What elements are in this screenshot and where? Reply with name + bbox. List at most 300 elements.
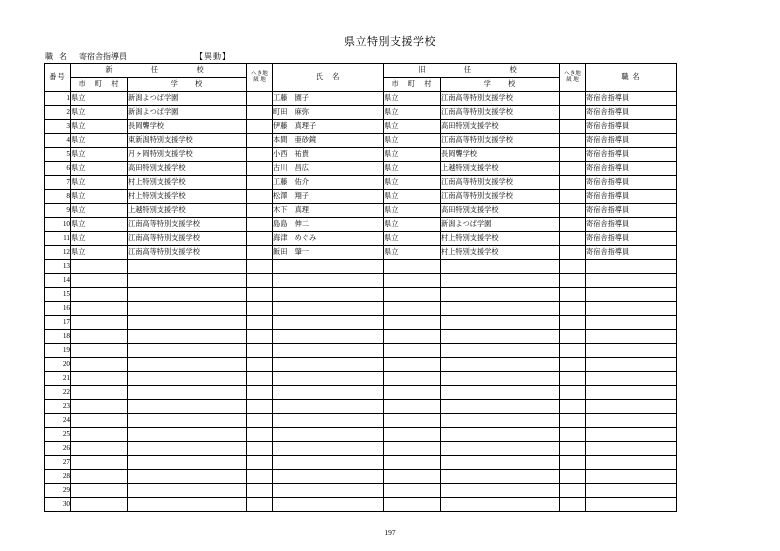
row-number: 6 <box>45 162 71 176</box>
row-job <box>586 316 677 330</box>
table-row <box>45 260 677 274</box>
row-number: 25 <box>45 428 71 442</box>
row-name: 町田 麻弥 <box>273 106 384 120</box>
row-name <box>273 400 384 414</box>
table-row <box>45 372 677 386</box>
row-new-hekichi <box>247 428 273 442</box>
row-old-school: 江南高等特別支援学校 <box>441 106 560 120</box>
row-new-hekichi <box>247 316 273 330</box>
row-new-school <box>128 400 247 414</box>
row-old-hekichi <box>560 344 586 358</box>
row-old-school: 江南高等特別支援学校 <box>441 176 560 190</box>
row-job: 寄宿舎指導員 <box>586 134 677 148</box>
row-new-hekichi <box>247 498 273 512</box>
table-row <box>45 232 677 246</box>
row-old-hekichi <box>560 484 586 498</box>
row-old-city <box>384 316 441 330</box>
row-old-city <box>384 260 441 274</box>
row-old-city: 県立 <box>384 204 441 218</box>
row-name <box>273 386 384 400</box>
row-name <box>273 442 384 456</box>
bracket-close: 】 <box>222 52 231 61</box>
row-name <box>273 498 384 512</box>
row-old-hekichi <box>560 400 586 414</box>
transfer-label: 異動 <box>204 52 222 61</box>
table-row <box>45 456 677 470</box>
row-old-hekichi <box>560 442 586 456</box>
row-old-city <box>384 442 441 456</box>
row-new-hekichi <box>247 92 273 106</box>
table-row <box>45 176 677 190</box>
row-old-hekichi <box>560 204 586 218</box>
row-number: 12 <box>45 246 71 260</box>
row-number: 23 <box>45 400 71 414</box>
row-number: 10 <box>45 218 71 232</box>
row-new-school <box>128 386 247 400</box>
row-new-school <box>128 456 247 470</box>
row-old-hekichi <box>560 274 586 288</box>
row-new-city: 県立 <box>71 162 128 176</box>
table-row <box>45 190 677 204</box>
row-old-school: 上越特別支援学校 <box>441 162 560 176</box>
row-old-city <box>384 330 441 344</box>
row-new-hekichi <box>247 386 273 400</box>
row-name <box>273 344 384 358</box>
row-new-city <box>71 302 128 316</box>
row-name: 工藤 佑介 <box>273 176 384 190</box>
row-new-hekichi <box>247 246 273 260</box>
row-old-city <box>384 274 441 288</box>
row-new-school <box>128 428 247 442</box>
row-old-city: 県立 <box>384 92 441 106</box>
header-number: 番号 <box>45 64 71 92</box>
row-old-school: 新潟よつば学園 <box>441 218 560 232</box>
row-old-hekichi <box>560 428 586 442</box>
row-name <box>273 470 384 484</box>
row-new-hekichi <box>247 414 273 428</box>
row-old-school <box>441 302 560 316</box>
row-new-city <box>71 358 128 372</box>
job-value: 寄宿舎指導員 <box>79 52 127 61</box>
row-new-city <box>71 288 128 302</box>
row-new-city <box>71 344 128 358</box>
row-new-school: 上越特別支援学校 <box>128 204 247 218</box>
row-new-hekichi <box>247 470 273 484</box>
row-job <box>586 400 677 414</box>
table-row <box>45 330 677 344</box>
row-job <box>586 456 677 470</box>
row-job <box>586 414 677 428</box>
row-job <box>586 498 677 512</box>
row-new-city <box>71 442 128 456</box>
row-number: 17 <box>45 316 71 330</box>
row-new-hekichi <box>247 456 273 470</box>
row-new-hekichi <box>247 400 273 414</box>
row-number: 2 <box>45 106 71 120</box>
table-row <box>45 428 677 442</box>
row-old-school <box>441 442 560 456</box>
row-job: 寄宿舎指導員 <box>586 120 677 134</box>
row-name: 工藤 園子 <box>273 92 384 106</box>
row-old-hekichi <box>560 470 586 484</box>
row-old-hekichi <box>560 232 586 246</box>
row-old-hekichi <box>560 190 586 204</box>
row-old-school <box>441 428 560 442</box>
row-new-school <box>128 498 247 512</box>
row-number: 14 <box>45 274 71 288</box>
row-number: 7 <box>45 176 71 190</box>
row-new-city <box>71 456 128 470</box>
row-number: 27 <box>45 456 71 470</box>
row-new-city: 県立 <box>71 246 128 260</box>
row-old-school <box>441 456 560 470</box>
row-old-city: 県立 <box>384 232 441 246</box>
row-number: 29 <box>45 484 71 498</box>
row-old-hekichi <box>560 162 586 176</box>
row-old-school: 高田特別支援学校 <box>441 120 560 134</box>
table-row <box>45 218 677 232</box>
row-new-city <box>71 400 128 414</box>
row-new-city <box>71 386 128 400</box>
table-row <box>45 358 677 372</box>
row-new-city <box>71 330 128 344</box>
row-new-school: 江南高等特別支援学校 <box>128 246 247 260</box>
row-old-school: 高田特別支援学校 <box>441 204 560 218</box>
row-name: 古川 昌広 <box>273 162 384 176</box>
row-new-hekichi <box>247 232 273 246</box>
row-old-hekichi <box>560 330 586 344</box>
row-new-hekichi <box>247 274 273 288</box>
header-job: 職 名 <box>586 64 677 92</box>
row-new-hekichi <box>247 442 273 456</box>
row-new-school <box>128 358 247 372</box>
row-new-city <box>71 498 128 512</box>
row-new-city <box>71 470 128 484</box>
row-old-school: 江南高等特別支援学校 <box>441 92 560 106</box>
row-new-school: 村上特別支援学校 <box>128 176 247 190</box>
row-job: 寄宿舎指導員 <box>586 92 677 106</box>
row-new-city: 県立 <box>71 106 128 120</box>
row-old-hekichi <box>560 120 586 134</box>
row-old-school <box>441 414 560 428</box>
header-old-hekichi-line2: 級 地 <box>566 76 579 83</box>
row-old-school <box>441 372 560 386</box>
row-old-school: 村上特別支援学校 <box>441 232 560 246</box>
row-new-hekichi <box>247 260 273 274</box>
row-old-hekichi <box>560 246 586 260</box>
table-row <box>45 386 677 400</box>
row-old-hekichi <box>560 456 586 470</box>
row-old-hekichi <box>560 134 586 148</box>
row-number: 19 <box>45 344 71 358</box>
row-new-hekichi <box>247 162 273 176</box>
job-label: 職 名 <box>45 52 69 61</box>
row-old-hekichi <box>560 260 586 274</box>
row-new-school <box>128 288 247 302</box>
row-name <box>273 316 384 330</box>
row-name <box>273 274 384 288</box>
row-old-city <box>384 498 441 512</box>
row-new-city <box>71 274 128 288</box>
row-new-school <box>128 372 247 386</box>
row-old-school <box>441 274 560 288</box>
row-name: 島島 伸二 <box>273 218 384 232</box>
row-number: 28 <box>45 470 71 484</box>
row-name <box>273 372 384 386</box>
row-name <box>273 428 384 442</box>
row-old-hekichi <box>560 498 586 512</box>
row-old-city: 県立 <box>384 176 441 190</box>
row-number: 16 <box>45 302 71 316</box>
table-row <box>45 498 677 512</box>
header-old-city: 市 町 村 <box>384 78 441 92</box>
row-old-city: 県立 <box>384 106 441 120</box>
page-title: 県立特別支援学校 <box>344 36 436 48</box>
header-new-hekichi-line2: 級 地 <box>253 76 266 83</box>
row-number: 11 <box>45 232 71 246</box>
table-row <box>45 274 677 288</box>
row-old-hekichi <box>560 148 586 162</box>
row-new-hekichi <box>247 330 273 344</box>
row-job <box>586 470 677 484</box>
row-old-city <box>384 484 441 498</box>
row-new-hekichi <box>247 358 273 372</box>
row-old-city <box>384 470 441 484</box>
personnel-table <box>44 63 677 512</box>
row-new-city: 県立 <box>71 134 128 148</box>
row-new-school: 新潟よつば学園 <box>128 92 247 106</box>
row-job: 寄宿舎指導員 <box>586 218 677 232</box>
row-old-hekichi <box>560 316 586 330</box>
row-number: 13 <box>45 260 71 274</box>
row-old-city: 県立 <box>384 120 441 134</box>
row-old-school <box>441 358 560 372</box>
row-new-hekichi <box>247 372 273 386</box>
table-row <box>45 484 677 498</box>
row-old-school <box>441 316 560 330</box>
row-old-hekichi <box>560 218 586 232</box>
row-old-city: 県立 <box>384 246 441 260</box>
row-number: 1 <box>45 92 71 106</box>
row-job <box>586 358 677 372</box>
row-new-hekichi <box>247 148 273 162</box>
row-new-city: 県立 <box>71 204 128 218</box>
row-job: 寄宿舎指導員 <box>586 204 677 218</box>
row-old-school <box>441 498 560 512</box>
page-number: 197 <box>384 528 396 537</box>
row-old-hekichi <box>560 414 586 428</box>
table-header <box>45 64 677 92</box>
row-job <box>586 302 677 316</box>
row-new-city: 県立 <box>71 120 128 134</box>
row-new-city <box>71 428 128 442</box>
row-new-school <box>128 274 247 288</box>
table-row <box>45 148 677 162</box>
row-old-school: 村上特別支援学校 <box>441 246 560 260</box>
row-name <box>273 288 384 302</box>
row-job <box>586 330 677 344</box>
row-name: 海津 めぐみ <box>273 232 384 246</box>
row-old-school: 江南高等特別支援学校 <box>441 190 560 204</box>
row-name <box>273 302 384 316</box>
row-new-hekichi <box>247 176 273 190</box>
row-number: 22 <box>45 386 71 400</box>
row-old-city: 県立 <box>384 148 441 162</box>
row-old-city <box>384 386 441 400</box>
row-name: 飯田 肇一 <box>273 246 384 260</box>
row-job: 寄宿舎指導員 <box>586 246 677 260</box>
row-new-hekichi <box>247 218 273 232</box>
row-job <box>586 274 677 288</box>
row-old-school <box>441 330 560 344</box>
row-new-city <box>71 484 128 498</box>
row-name: 木下 真理 <box>273 204 384 218</box>
row-old-city <box>384 288 441 302</box>
header-new-school: 学 校 <box>128 78 247 92</box>
row-job <box>586 442 677 456</box>
table-row <box>45 316 677 330</box>
row-name <box>273 484 384 498</box>
row-new-city: 県立 <box>71 92 128 106</box>
row-number: 4 <box>45 134 71 148</box>
row-old-city <box>384 372 441 386</box>
row-old-city <box>384 456 441 470</box>
table-row <box>45 400 677 414</box>
row-old-school: 長岡聾学校 <box>441 148 560 162</box>
row-new-school: 長岡聾学校 <box>128 120 247 134</box>
row-new-city <box>71 316 128 330</box>
row-job <box>586 288 677 302</box>
row-new-city: 県立 <box>71 148 128 162</box>
table-body <box>45 92 677 512</box>
row-number: 21 <box>45 372 71 386</box>
row-number: 3 <box>45 120 71 134</box>
row-new-city <box>71 414 128 428</box>
row-old-school <box>441 400 560 414</box>
row-new-city: 県立 <box>71 190 128 204</box>
job-header <box>45 51 231 62</box>
table-row <box>45 288 677 302</box>
row-old-city: 県立 <box>384 162 441 176</box>
row-job <box>586 260 677 274</box>
table-row <box>45 204 677 218</box>
row-name <box>273 330 384 344</box>
table-row <box>45 134 677 148</box>
row-old-hekichi <box>560 106 586 120</box>
row-old-school <box>441 470 560 484</box>
row-new-school: 高田特別支援学校 <box>128 162 247 176</box>
row-old-school <box>441 288 560 302</box>
row-new-city: 県立 <box>71 232 128 246</box>
row-new-school <box>128 442 247 456</box>
row-old-city <box>384 428 441 442</box>
row-job <box>586 386 677 400</box>
row-old-school <box>441 484 560 498</box>
row-number: 5 <box>45 148 71 162</box>
bracket-open: 【 <box>195 52 204 61</box>
row-new-school <box>128 302 247 316</box>
row-new-hekichi <box>247 302 273 316</box>
row-old-city: 県立 <box>384 190 441 204</box>
row-old-city <box>384 414 441 428</box>
row-new-city: 県立 <box>71 218 128 232</box>
row-new-school <box>128 344 247 358</box>
table-row <box>45 106 677 120</box>
row-number: 9 <box>45 204 71 218</box>
row-job: 寄宿舎指導員 <box>586 190 677 204</box>
row-job <box>586 484 677 498</box>
row-name <box>273 414 384 428</box>
header-new-group: 新 任 校 <box>71 64 247 78</box>
row-number: 20 <box>45 358 71 372</box>
row-new-school: 江南高等特別支援学校 <box>128 218 247 232</box>
row-new-school: 江南高等特別支援学校 <box>128 232 247 246</box>
row-new-school <box>128 316 247 330</box>
row-old-hekichi <box>560 372 586 386</box>
header-old-school: 学 校 <box>441 78 560 92</box>
table-row <box>45 442 677 456</box>
row-new-city <box>71 260 128 274</box>
table-row <box>45 162 677 176</box>
row-old-hekichi <box>560 386 586 400</box>
header-new-hekichi <box>247 64 273 92</box>
row-new-school: 東新潟特別支援学校 <box>128 134 247 148</box>
row-job <box>586 344 677 358</box>
row-number: 15 <box>45 288 71 302</box>
header-new-hekichi-line1: へき地 <box>251 70 268 77</box>
row-old-hekichi <box>560 302 586 316</box>
row-number: 30 <box>45 498 71 512</box>
table-row <box>45 246 677 260</box>
row-new-hekichi <box>247 106 273 120</box>
row-old-hekichi <box>560 358 586 372</box>
header-old-group: 旧 任 校 <box>384 64 560 78</box>
row-old-city <box>384 344 441 358</box>
row-new-school: 村上特別支援学校 <box>128 190 247 204</box>
row-new-school: 新潟よつば学園 <box>128 106 247 120</box>
row-number: 26 <box>45 442 71 456</box>
row-new-hekichi <box>247 484 273 498</box>
row-old-school <box>441 386 560 400</box>
row-new-school: 月ヶ岡特別支援学校 <box>128 148 247 162</box>
row-name: 松澤 翔子 <box>273 190 384 204</box>
table-row <box>45 302 677 316</box>
row-old-city: 県立 <box>384 134 441 148</box>
row-old-city <box>384 400 441 414</box>
row-new-school <box>128 330 247 344</box>
row-name <box>273 358 384 372</box>
row-old-city <box>384 302 441 316</box>
row-job: 寄宿舎指導員 <box>586 106 677 120</box>
row-job: 寄宿舎指導員 <box>586 176 677 190</box>
row-job: 寄宿舎指導員 <box>586 232 677 246</box>
table-row <box>45 414 677 428</box>
row-old-city: 県立 <box>384 218 441 232</box>
row-number: 18 <box>45 330 71 344</box>
row-old-hekichi <box>560 288 586 302</box>
row-old-school <box>441 260 560 274</box>
row-old-school <box>441 344 560 358</box>
row-new-hekichi <box>247 204 273 218</box>
row-number: 24 <box>45 414 71 428</box>
header-name: 氏 名 <box>273 64 384 92</box>
table-row <box>45 92 677 106</box>
row-new-city: 県立 <box>71 176 128 190</box>
row-number: 8 <box>45 190 71 204</box>
row-name <box>273 260 384 274</box>
row-new-school <box>128 470 247 484</box>
row-job: 寄宿舎指導員 <box>586 148 677 162</box>
